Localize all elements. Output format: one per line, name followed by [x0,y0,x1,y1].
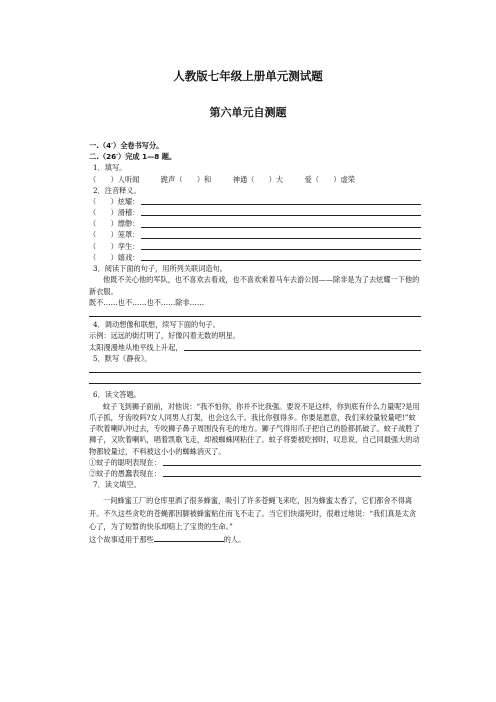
page-subtitle: 第六单元自测题 [209,106,287,119]
q7-fill-after: 的人。 [223,534,246,544]
answer-line[interactable] [141,220,421,228]
q2-item [89,241,421,252]
answer-line[interactable] [141,231,421,239]
answer-blank[interactable] [154,534,224,542]
q4-label: 4．调动想像和联想，续写下面的句子。 [93,320,220,330]
q2-item [89,230,421,241]
q3-pattern: 既不……也不……也不……除非…… [89,297,205,307]
q3-sentence: 他既不关心他的军队，也不喜欢去看戏，也不喜欢乘着马车去游公园——除非是为了去炫耀一下他的新衣服。 [89,275,420,296]
q7-fill-row [89,533,421,547]
q2-item [89,207,421,218]
q5-label: 5．默写《静夜》。 [93,353,152,363]
q6-sub1: ①蚊子的聪明表现在： [89,458,161,467]
q2-item-text: （ ）笼罩： [89,230,140,240]
answer-line[interactable] [141,253,421,261]
q2-item [89,196,421,207]
answer-line[interactable] [163,469,421,477]
q2-item-text: （ ）炫耀： [89,196,140,206]
answer-line[interactable] [89,364,421,375]
q7-fill-before: 这个故事适用于那些 [89,534,154,544]
q2-item-text: （ ）孪生： [89,241,140,251]
q4-prompt-row [89,342,421,353]
q4-example: 示例：远远的街灯明了，好像闪着无数的明星。 [89,331,240,341]
q6-sub1-row [89,457,421,468]
section-1-heading: 一.（4′）全卷书写分。 [89,141,164,150]
exam-content [89,140,421,547]
q6-sub2: ②蚊子的愚蠢表现在： [89,469,161,479]
q7-passage: 一间蜂蜜工厂的仓库里洒了很多蜂蜜，吸引了许多苍蝇飞来吃，因为蜂蜜太香了，它们都舍不得离开。不久这些贪吃的苍蝇都因脚被蜂蜜粘住而飞不走了。当它们快溺死时，很难过地说：“我们真是太贪心了，为了短暂的快乐却赔上了宝贵的生命。” [89,495,417,531]
q6-label: 6．读文答题。 [93,390,141,400]
q7-label: 7．读文填空。 [93,480,141,490]
q6-passage: 蚊子飞到狮子面前，对他说：“我不怕你，你并不比我强。要说不是这样，你到底有什么力量呢?是用爪子抓，牙齿咬吗?女人同男人打架，也会这么干。我比你强得多。你要是愿意，我们来较量较量吧!”蚊子吹着喇叭冲过去，专咬狮子鼻子周围没有毛的地方。狮子气得用爪子把自己的脸都抓破了。蚊子战胜了狮子，又吹着喇叭，唱着凯歌飞走，却被蜘蛛网粘住了。蚊子将要被吃掉时，叹息说，自己同最强大的动物都较量过，不料被这小小的蜘蛛消灭了。 [89,401,420,456]
answer-line[interactable] [89,375,421,386]
q2-label: 2．注音释义。 [93,185,141,195]
answer-line[interactable] [184,343,421,351]
answer-line[interactable] [141,242,421,250]
answer-line[interactable] [141,208,421,216]
q6-sub2-row [89,468,421,479]
answer-line[interactable] [141,197,421,205]
q2-item [89,252,421,263]
q4-prompt: 太阳漫漫地从地平线上升起， [89,342,183,352]
q2-item-text: （ ）缥缈： [89,219,140,229]
answer-line[interactable] [163,458,421,466]
page-title: 人教版七年级上册单元测试题 [173,69,323,83]
section-2-heading: 二.（26′）完成 1—8 题。 [89,152,177,162]
q3-label: 3．阅读下面的句子，用所列关联词造句。 [93,264,227,274]
q1-label: 1．填写。 [93,163,127,173]
answer-line[interactable] [89,308,421,319]
q2-item-text: （ ）嬉戏： [89,252,140,262]
q2-item [89,218,421,229]
q2-item-text: （ ）滑稽： [89,208,140,218]
q1-fill-line: （ ）人听闻 跪声（ ）和 神通（ ）大 爱（ ）虚荣 [89,174,355,184]
